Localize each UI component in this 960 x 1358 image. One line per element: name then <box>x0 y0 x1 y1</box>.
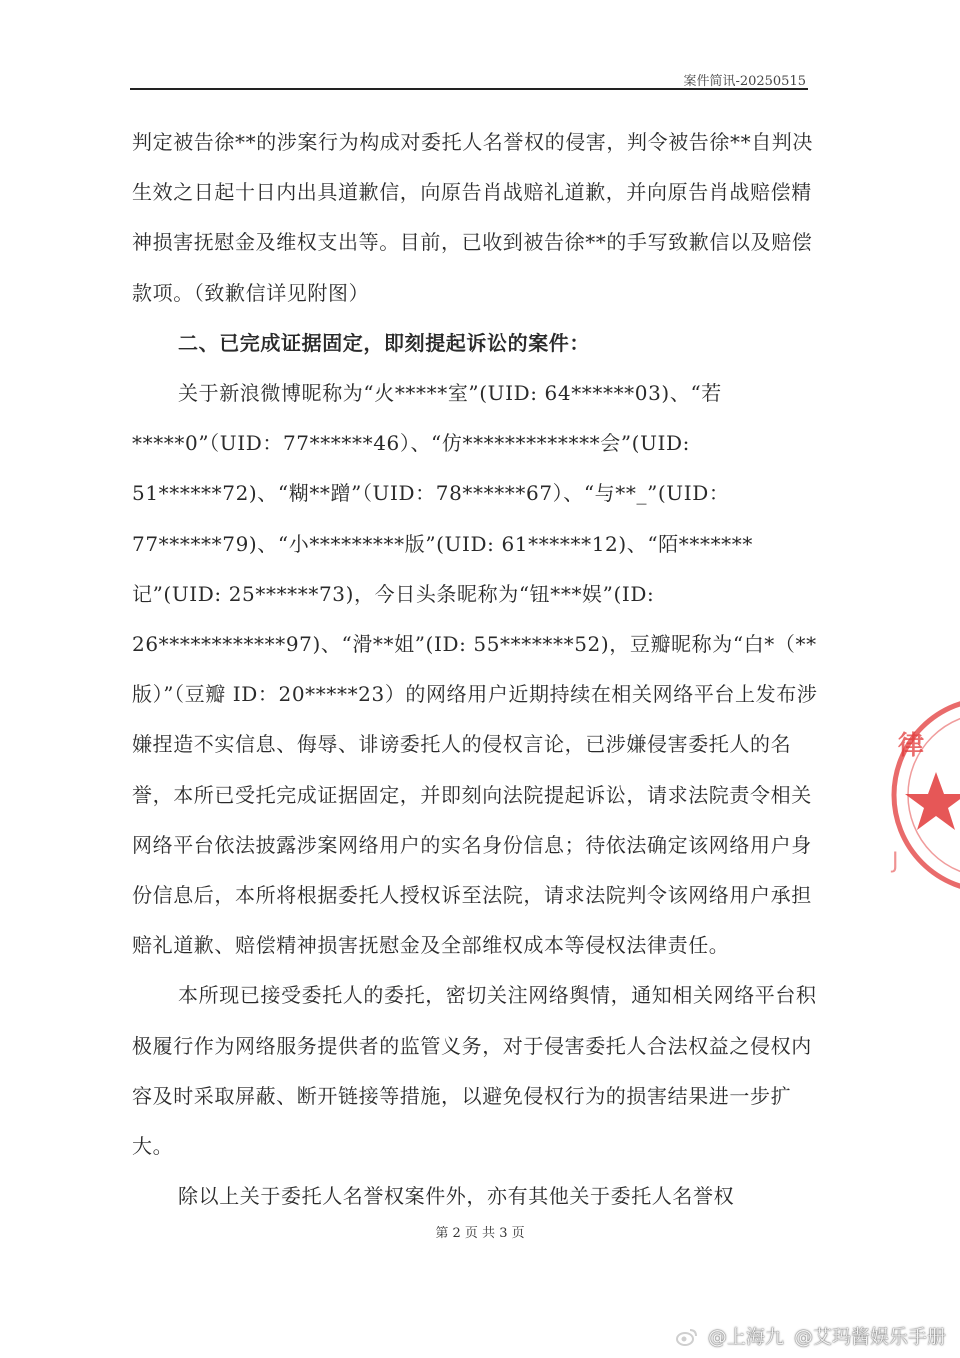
header-divider <box>130 88 808 90</box>
paragraph-4: 除以上关于委托人名誉权案件外，亦有其他关于委托人名誉权 <box>178 1184 735 1209</box>
weibo-icon <box>676 1328 698 1346</box>
paragraph-2: 关于新浪微博昵称为“火*****室”(UID: 64******03)、“若*****0”（UID：77******46）、“仿*************会”(UID: 51******72)、“糊**蹭”（UID：78******67）、“与**_”(UID：77******79)、“小*********版”(UID: 61******12)、“陌*******记”(UID: 25******73)，今日头条昵称为“钮***娱”(ID: 26************97)、“滑**姐”(ID: 55*******52)，豆瓣昵称为“白*（**版）”（豆瓣 ID：20*****23）的网络用户近期持续在相关网络平台上发布涉嫌捏造不实信息、侮辱、诽谤委托人的侵权言论，已涉嫌侵害委托人的名誉，本所已受托完成证据固定，并即刻向法院提起诉讼，请求法院责令相关网络平台依法披露涉案网络用户的实名身份信息；待依法确定该网络用户身份信息后，本所将根据委托人授权诉至法院，请求法院判令该网络用户承担赔礼道歉、赔偿精神损害抚慰金及全部维权成本等侵权法律责任。 <box>132 381 818 958</box>
weibo-watermark <box>676 1322 946 1349</box>
law-firm-seal <box>888 690 960 900</box>
seal-star <box>905 772 960 830</box>
watermark-text-2: @艾玛酱娱乐手册 <box>793 1326 946 1348</box>
document-header: 案件简讯-20250515 <box>683 74 806 89</box>
section-heading-2: 二、已完成证据固定，即刻提起诉讼的案件： <box>178 330 590 355</box>
page-number: 第 2 页 共 3 页 <box>435 1226 525 1241</box>
svg-text:J: J <box>892 849 899 874</box>
svg-text:律: 律 <box>898 731 925 761</box>
paragraph-1: 判定被告徐**的涉案行为构成对委托人名誉权的侵害，判令被告徐**自判决生效之日起十日内出具道歉信，向原告肖战赔礼道歉，并向原告肖战赔偿精神损害抚慰金及维权支出等。目前，已收到被告徐**的手写致歉信以及赔偿款项。（致歉信详见附图） <box>132 130 813 305</box>
paragraph-3: 本所现已接受委托人的委托，密切关注网络舆情，通知相关网络平台积极履行作为网络服务提供者的监管义务，对于侵害委托人合法权益之侵权内容及时采取屏蔽、断开链接等措施，以避免侵权行为的损害结果进一步扩大。 <box>132 983 817 1159</box>
watermark-text-1: @上海九 <box>707 1326 784 1348</box>
document-body <box>132 117 820 1221</box>
